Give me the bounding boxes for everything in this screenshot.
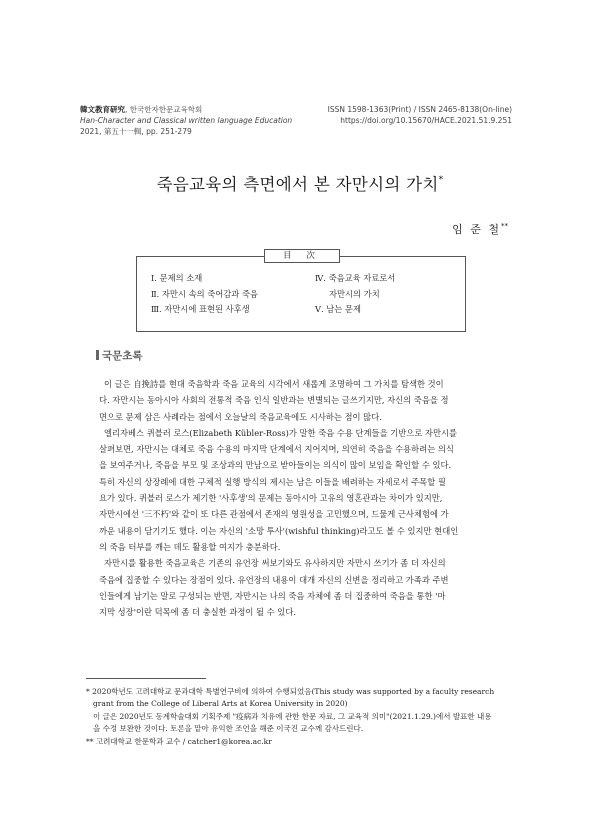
abstract-line: 면으로 문제 삼은 사례라는 점에서 오늘날의 죽음교육에도 시사하는 점이 많다.	[99, 411, 382, 422]
abstract-line: 자만시를 활용한 죽음교육은 기존의 유언장 써보기와도 유사하지만 자만시 쓰기가 좀 더 자신의	[104, 558, 446, 569]
footnote-line: 을 수정 보완한 것이다. 토론을 맡아 유익한 조언을 해준 이국진 교수께 감사드린다.	[93, 724, 364, 734]
abstract-line: 자만시에선 '三不朽'와 같이 또 다른 관점에서 존재의 영원성을 고민했으며, 드물게 근사체험에 가	[99, 509, 449, 520]
paper-title	[0, 171, 600, 195]
journal-issue: 2021, 第五十一輯, pp. 251-279	[80, 127, 192, 136]
table-of-contents	[136, 251, 466, 332]
toc-item-continued[interactable]: 자만시의 가치	[329, 288, 380, 299]
abstract-line: 살펴보면, 자만시는 대체로 죽음 수용의 마지막 단계에서 지어지며, 의연히 죽음을 수용하려는 의식	[99, 444, 454, 455]
abstract-line: 이 글은 自挽詩를 현대 죽음학과 죽음 교육의 시각에서 새롭게 조명하여 그 가치를 탐색한 것이	[104, 379, 444, 389]
toc-column-right	[315, 271, 395, 318]
author	[452, 221, 508, 237]
journal-header	[80, 104, 292, 137]
footnote-line: * 2020학년도 고려대학교 문과대학 특별연구비에 의하여 수행되었음(This study was supported by a faculty research	[86, 687, 495, 696]
abstract-line: 의 죽음 터부를 깨는 데도 활용할 여지가 충분하다.	[99, 541, 281, 552]
footnote-divider	[86, 678, 206, 679]
journal-identifiers	[328, 104, 512, 126]
toc-item[interactable]: Ⅴ. 남는 문제	[315, 304, 361, 314]
journal-name-en: Han-Character and Classical written language Education	[80, 116, 293, 125]
abstract-line: 지막 성장'이란 덕목에 좀 더 충실한 과정이 될 수 있다.	[99, 607, 296, 618]
paper-title-text: 죽음교육의 측면에서 본 자만시의 가치	[156, 175, 439, 194]
issn: ISSN 1598-1363(Print) / ISSN 2465-8138(On-line)	[327, 105, 512, 114]
abstract-heading-text: 국문초록	[102, 350, 143, 362]
heading-bar-marker	[96, 350, 99, 360]
abstract-line: 다. 자만시는 동아시아 사회의 전통적 죽음 인식 일반과는 변별되는 글쓰기지만, 자신의 죽음을 정	[99, 395, 449, 406]
abstract-line: 특히 자신의 상장례에 대한 구체적 실행 방식의 제시는 남은 이들을 배려하는 자세로서 주목할 필	[99, 476, 446, 487]
abstract-heading	[96, 348, 143, 363]
abstract-line: 인들에게 남기는 말로 구성되는 반면, 자만시는 나의 죽음 자체에 좀 더 집중하여 죽음을 통한 '마	[99, 590, 446, 601]
toc-item[interactable]: Ⅰ. 문제의 소재	[151, 273, 203, 283]
footnote-line: ** 고려대학교 한문학과 교수 / catcher1@korea.ac.kr	[86, 736, 272, 746]
abstract-body	[96, 376, 514, 620]
footnotes	[86, 686, 518, 748]
abstract-line: 엘리자베스 퀴블러 로스(Elizabeth Kübler-Ross)가 말한 죽음 수용 단계들을 기반으로 자만시를	[104, 427, 457, 438]
footnote-line: grant from the College of Liberal Arts at Korea University in 2020)	[93, 699, 348, 709]
journal-name-ko	[80, 104, 292, 115]
toc-column-left	[151, 271, 258, 318]
journal-name-hanja: 韓文教育研究	[80, 105, 125, 114]
title-footnote-mark[interactable]: *	[438, 175, 444, 185]
toc-item[interactable]: Ⅲ. 자만시에 표현된 사후생	[151, 304, 250, 314]
abstract-line: 을 보여주거나, 죽음을 부모 및 조상과의 만남으로 받아들이는 의식이 많이 보임을 확인할 수 있다.	[99, 460, 452, 471]
author-name: 임 준 철	[452, 223, 501, 236]
footnote-line: 이 글은 2020년도 동계학술대회 기획주제 "疫病과 치유에 관한 한문 자료, 그 교육적 의미"(2021.1.29.)에서 발표한 내용	[93, 711, 492, 721]
abstract-line: 요가 있다. 퀴블러 로스가 제기한 '사후생'의 문제는 동아시아 고유의 영혼관과는 차이가 있지만,	[99, 493, 443, 504]
abstract-line: 까운 내용이 담기기도 했다. 이는 자신의 '소망 투사'(wishful thinking)라고도 볼 수 있지만 현대인	[99, 525, 459, 536]
toc-item[interactable]: Ⅱ. 자만시 속의 죽어감과 죽음	[151, 288, 258, 299]
toc-item[interactable]: Ⅳ. 죽음교육 자료로서	[315, 273, 396, 283]
toc-heading: 目 次	[264, 249, 340, 263]
journal-society: , 한국한자한문교육학회	[125, 105, 203, 114]
abstract-line: 죽음에 집중할 수 있다는 장점이 있다. 유언장의 내용이 대개 자신의 신변을 정리하고 가족과 주변	[99, 574, 449, 585]
doi-link[interactable]: https://doi.org/10.15670/HACE.2021.51.9.251	[340, 116, 512, 125]
author-footnote-mark[interactable]: **	[501, 222, 508, 230]
